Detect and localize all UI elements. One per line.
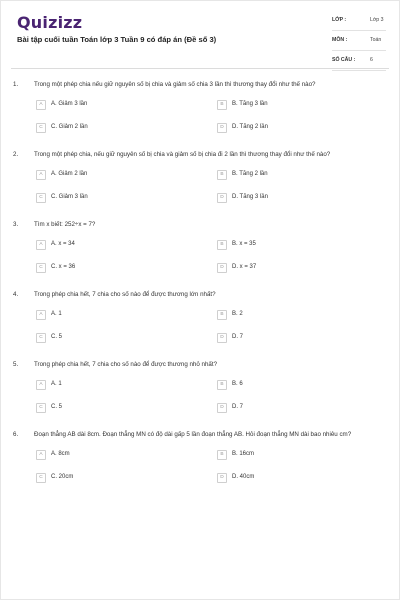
- question-text: Trong một phép chia nếu giữ nguyên số bị chia và giảm số chia 3 lần thì thương thay đổi như thế nào?: [34, 81, 316, 88]
- question-item: [1, 219, 400, 289]
- option-text: A. 1: [51, 311, 62, 317]
- meta-value: Toán: [370, 37, 382, 43]
- question-number: 3.: [13, 221, 19, 228]
- option-text: A. Giảm 2 lần: [51, 171, 88, 177]
- option-letter-box: B: [217, 380, 227, 390]
- meta-label: LỚP :: [332, 17, 347, 23]
- option-text: C. Giảm 2 lần: [51, 124, 88, 130]
- option-letter-box: A: [36, 450, 46, 460]
- option-text: A. Giảm 3 lần: [51, 101, 88, 107]
- option-text: C. 5: [51, 334, 63, 340]
- option-letter-box: C: [36, 123, 46, 133]
- option-letter-box: C: [36, 333, 46, 343]
- option-letter-box: B: [217, 450, 227, 460]
- option-text: B. Tăng 2 lần: [232, 171, 268, 177]
- meta-label: MÔN :: [332, 37, 348, 43]
- meta-value: 6: [370, 57, 373, 63]
- worksheet-title: Bài tập cuối tuần Toán lớp 3 Tuần 9 có đáp án (Đề số 3): [17, 35, 217, 44]
- question-item: [1, 149, 400, 219]
- option-letter-box: C: [36, 473, 46, 483]
- header-divider: [11, 68, 389, 69]
- option-text: D. 7: [232, 334, 244, 340]
- option-letter-box: D: [217, 193, 227, 203]
- option-letter-box: A: [36, 170, 46, 180]
- question-item: [1, 289, 400, 359]
- option-text: C. Giảm 3 lần: [51, 194, 88, 200]
- option-letter-box: A: [36, 310, 46, 320]
- option-letter-box: D: [217, 333, 227, 343]
- option-letter-box: C: [36, 403, 46, 413]
- option-text: C. 20cm: [51, 474, 74, 480]
- option-text: D. Tăng 3 lần: [232, 194, 268, 200]
- meta-value: Lớp 3: [370, 17, 384, 23]
- option-text: B. x = 35: [232, 241, 256, 247]
- question-list: [1, 79, 400, 499]
- question-text: Tìm x biết: 252÷x = 7?: [34, 221, 96, 228]
- option-letter-box: D: [217, 403, 227, 413]
- worksheet-meta: [332, 15, 386, 75]
- option-text: A. 1: [51, 381, 62, 387]
- question-number: 5.: [13, 361, 19, 368]
- option-letter-box: A: [36, 240, 46, 250]
- meta-row-subject: [332, 35, 386, 51]
- question-number: 2.: [13, 151, 19, 158]
- option-text: B. Tăng 3 lần: [232, 101, 268, 107]
- question-item: [1, 429, 400, 499]
- option-text: D. Tăng 2 lần: [232, 124, 268, 130]
- option-text: A. 8cm: [51, 451, 70, 457]
- option-text: C. x = 36: [51, 264, 76, 270]
- question-number: 4.: [13, 291, 19, 298]
- option-text: B. 2: [232, 311, 243, 317]
- option-letter-box: D: [217, 473, 227, 483]
- option-text: D. 7: [232, 404, 244, 410]
- option-text: A. x = 34: [51, 241, 75, 247]
- question-number: 1.: [13, 81, 19, 88]
- option-letter-box: C: [36, 193, 46, 203]
- option-text: D. 40cm: [232, 474, 255, 480]
- option-letter-box: D: [217, 123, 227, 133]
- question-number: 6.: [13, 431, 19, 438]
- option-text: B. 16cm: [232, 451, 255, 457]
- option-letter-box: C: [36, 263, 46, 273]
- meta-row-grade: [332, 15, 386, 31]
- meta-label: SỐ CÂU :: [332, 57, 356, 63]
- option-letter-box: B: [217, 170, 227, 180]
- quizizz-logo: Quizizz: [17, 13, 83, 32]
- option-text: C. 5: [51, 404, 63, 410]
- question-text: Trong phép chia hết, 7 chia cho số nào để được thương nhỏ nhất?: [34, 361, 218, 368]
- question-text: Trong một phép chia, nếu giữ nguyên số bị chia và giảm số bị chia đi 2 lần thì thương thay đổi như thế nào?: [34, 151, 331, 158]
- option-letter-box: D: [217, 263, 227, 273]
- option-letter-box: B: [217, 100, 227, 110]
- question-text: Trong phép chia hết, 7 chia cho số nào để được thương lớn nhất?: [34, 291, 216, 298]
- option-text: D. x = 37: [232, 264, 257, 270]
- question-item: [1, 359, 400, 429]
- option-text: B. 6: [232, 381, 243, 387]
- option-letter-box: A: [36, 380, 46, 390]
- option-letter-box: B: [217, 310, 227, 320]
- option-letter-box: B: [217, 240, 227, 250]
- question-text: Đoạn thẳng AB dài 8cm. Đoạn thẳng MN có độ dài gấp 5 lần đoạn thẳng AB. Hỏi đoạn thẳng MN dài bao nhiêu cm?: [34, 431, 352, 438]
- question-item: [1, 79, 400, 149]
- option-letter-box: A: [36, 100, 46, 110]
